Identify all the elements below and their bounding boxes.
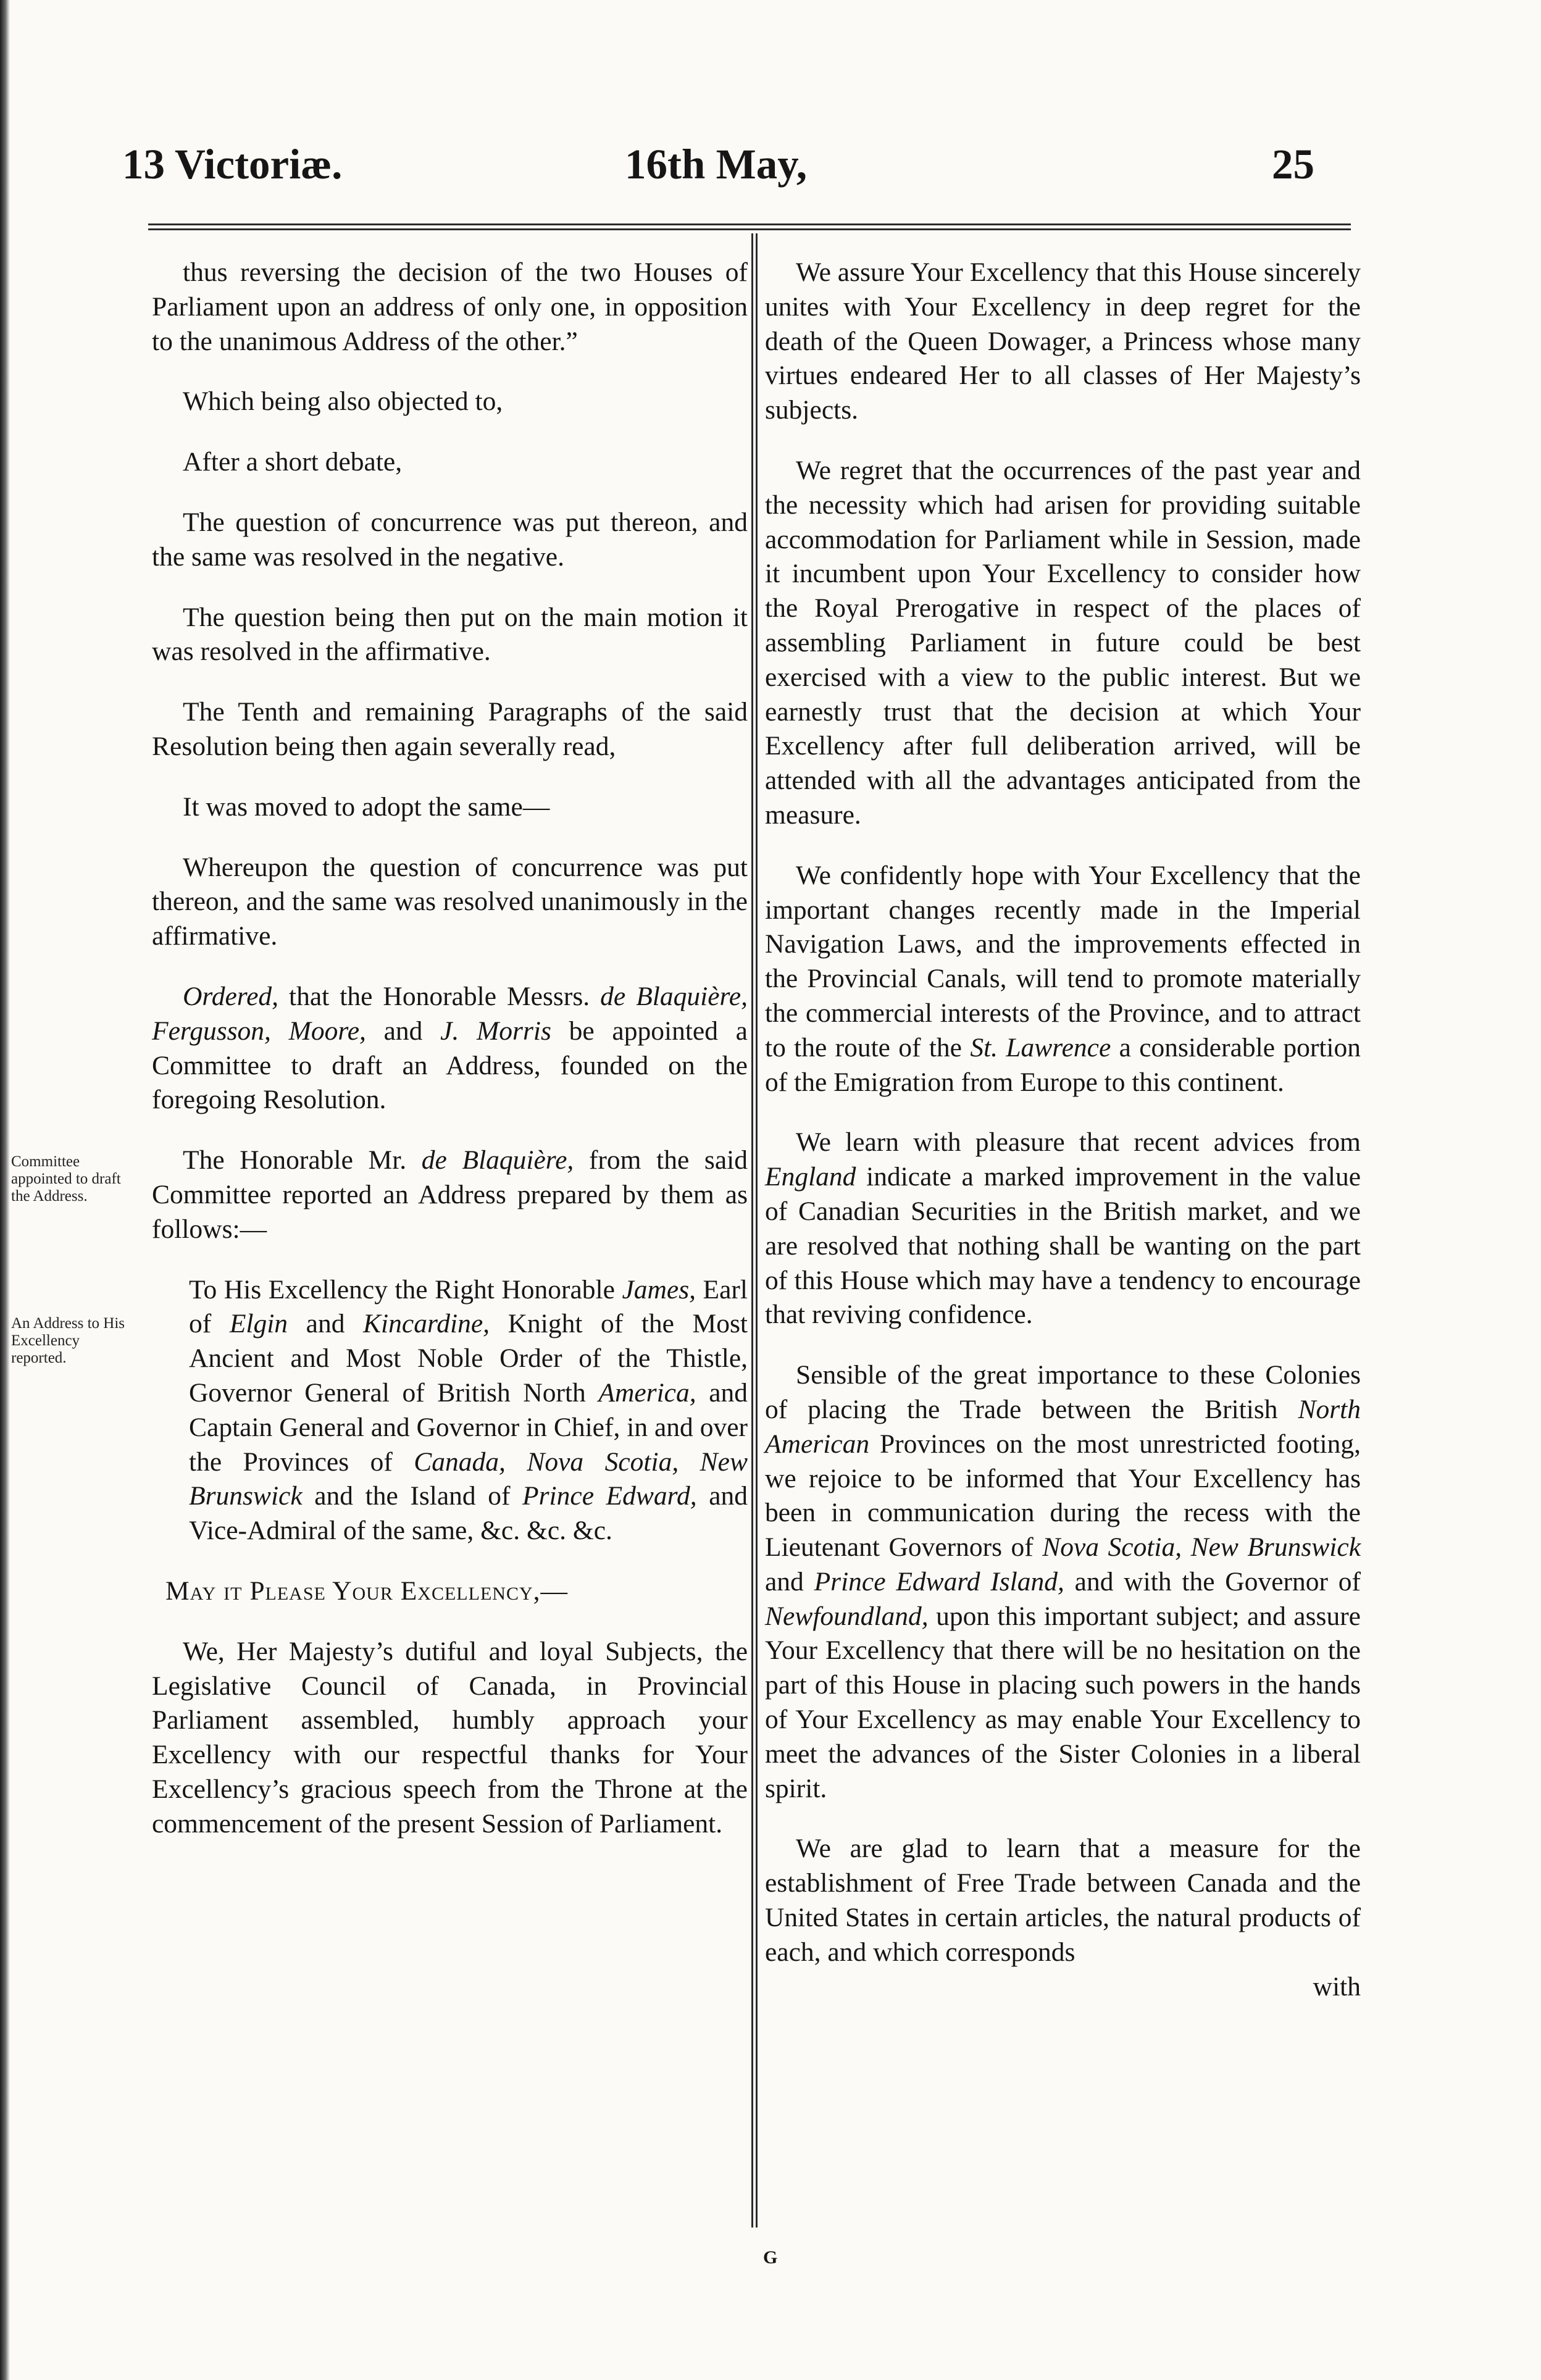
committee-member-morris: J. Morris	[440, 1016, 551, 1046]
address-knight-thistle: Knight of the Most Ancient and Most Noble Order of the Thistle, Governor General of British North	[189, 1309, 748, 1408]
securities-text-2: indicate a marked improvement in the value of Canadian Securities in the British market, and we are resolved that nothing shall be wanting on the part of this House which may have a tendency to encourage that reviving confidence.	[765, 1162, 1361, 1330]
ordered-text-2: and	[365, 1016, 441, 1046]
ordered-text-1: that the Honorable Messrs.	[278, 981, 601, 1011]
navigation-text-1: We confidently hope with Your Excellency that the important changes recently made in the Imperial Navigation Laws, and the improvements effected in the Provincial Canals, will tend to promote materially the commercial interests of the Province, and to attract to the route of the	[765, 860, 1361, 1063]
paragraph-loyal-subjects: We, Her Majesty’s dutiful and loyal Subjects, the Legislative Council of Canada, in Provincial Parliament assembled, humbly approach your Excellency with our respectful thanks for Your Excellency’s gracious speech from the Throne at the commencement of the present Session of Parliament.	[152, 1636, 748, 1839]
paragraph-moved-to-adopt: It was moved to adopt the same—	[183, 791, 550, 822]
paragraph-short-debate: After a short debate,	[183, 447, 403, 477]
paragraph-reversing-decision: thus reversing the decision of the two Houses of Parliament upon an address of only one, in opposition to the unanimous Address of the other.”	[152, 257, 748, 356]
paragraph-objected: Which being also objected to,	[183, 386, 503, 417]
trade-text-4: and with the Governor of	[1064, 1566, 1361, 1597]
address-elgin: Elgin	[229, 1309, 288, 1339]
paragraph-concurrence-unanimous: Whereupon the question of concurrence was put thereon, and the same was resolved unanimously in the affirmative.	[152, 852, 748, 951]
reported-text-1: The Honorable Mr.	[183, 1145, 422, 1175]
north-american: North American	[765, 1394, 1361, 1459]
reported-text-2: from the said Committee reported an Address prepared by them as follows:—	[152, 1145, 748, 1244]
paragraph-main-motion: The question being then put on the main motion it was resolved in the affirmative.	[152, 602, 748, 667]
header-rule-upper	[148, 223, 1351, 225]
paragraph-canadian-securities	[765, 1125, 1361, 1332]
securities-text-1: We learn with pleasure that recent advices from	[796, 1127, 1361, 1158]
page-number: 25	[1272, 141, 1314, 188]
address-provinces: and Captain General and Governor in Chief, in and over the Provinces of	[189, 1377, 748, 1477]
england: England	[765, 1162, 856, 1192]
prince-edward-island: Prince Edward Island,	[814, 1566, 1064, 1597]
navigation-text-2: a considerable portion of the Emigration from Europe to this continent.	[765, 1032, 1361, 1097]
address-heading	[189, 1273, 748, 1548]
nova-scotia-new-brunswick: Nova Scotia, New Brunswick	[1042, 1532, 1361, 1563]
paragraph-colonial-trade	[765, 1358, 1361, 1806]
committee-members: de Blaquière, Fergusson, Moore,	[152, 981, 748, 1046]
margin-note-committee: Committee appointed to draft the Address.	[11, 1153, 121, 1205]
address-kincardine: Kincardine,	[363, 1309, 490, 1339]
address-salutation: May it Please Your Excellency,—	[165, 1576, 568, 1606]
trade-text-1: Sensible of the great importance to these Colonies of placing the Trade between the British	[765, 1360, 1361, 1424]
address-province-names: Canada, Nova Scotia, New Brunswick	[189, 1447, 748, 1511]
st-lawrence: St. Lawrence	[970, 1032, 1111, 1063]
catchword: with	[1313, 1971, 1361, 2002]
header-rule-lower	[148, 228, 1351, 230]
signature-mark: G	[763, 2247, 778, 2268]
trade-text-5: upon this important subject; and assure Your Excellency that there will be no hesitation on the part of this House in placing such powers in the hands of Your Excellency as may enable Your Excellency to meet the advances of the Sister Colonies in a liberal spirit.	[765, 1601, 1361, 1803]
column-divider	[751, 233, 758, 2228]
address-name-james: James,	[622, 1274, 696, 1305]
address-prince-edward: Prince Edward,	[522, 1481, 697, 1511]
paragraph-free-trade: We are glad to learn that a measure for the establishment of Free Trade between Canada and the United States in certain articles, the natural products of each, and which corresponds	[765, 1834, 1361, 1967]
address-and: and	[288, 1309, 364, 1339]
ordered-word: Ordered,	[183, 981, 279, 1011]
page-edge-shadow	[0, 0, 10, 2380]
address-vice-admiral: and Vice-Admiral of the same, &c. &c. &c.	[189, 1481, 748, 1546]
newfoundland: Newfoundland,	[765, 1601, 929, 1631]
ordered-text-3: be appointed a Committee to draft an Address, founded on the foregoing Resolution.	[152, 1016, 748, 1115]
paragraph-address-reported	[152, 1143, 748, 1246]
right-column	[765, 256, 1361, 2004]
paragraph-places-of-assembling: We regret that the occurrences of the past year and the necessity which had arisen for providing suitable accommodation for Parliament while in Session, made it incumbent upon Your Excellency to consider how the Royal Prerogative in respect of the places of assembling Parliament in future could be best exercised with a view to the public interest. But we earnestly trust that the decision at which Your Excellency after full deliberation arrived, will be attended with all the advantages anticipated from the measure.	[765, 455, 1361, 830]
margin-note-address: An Address to His Excellency reported.	[11, 1315, 125, 1366]
paragraph-tenth-paragraphs: The Tenth and remaining Paragraphs of the said Resolution being then again severally read,	[152, 697, 748, 761]
running-head-regnal-year: 13 Victoriæ.	[122, 141, 343, 188]
address-island-of: and the Island of	[302, 1481, 523, 1511]
running-head-date: 16th May,	[625, 141, 808, 188]
left-column	[152, 256, 748, 1841]
trade-text-2: Provinces on the most unrestricted footing, we rejoice to be informed that Your Excellency has been in communication during the recess with the Lieutenant Governors of	[765, 1429, 1361, 1563]
paragraph-concurrence-negative: The question of concurrence was put thereon, and the same was resolved in the negative.	[152, 507, 748, 572]
trade-text-3: and	[765, 1566, 814, 1597]
address-to: To His Excellency the Right Honorable	[189, 1274, 622, 1305]
address-earl-of: Earl of	[189, 1274, 748, 1339]
paragraph-committee-ordered	[152, 980, 748, 1117]
address-america: America,	[598, 1377, 696, 1408]
paragraph-navigation-laws	[765, 859, 1361, 1100]
reporter-name: de Blaquière,	[421, 1145, 574, 1175]
paragraph-queen-dowager: We assure Your Excellency that this House sincerely unites with Your Excellency in deep regret for the death of the Queen Dowager, a Princess whose many virtues endeared Her to all classes of Her Majesty’s subjects.	[765, 257, 1361, 425]
